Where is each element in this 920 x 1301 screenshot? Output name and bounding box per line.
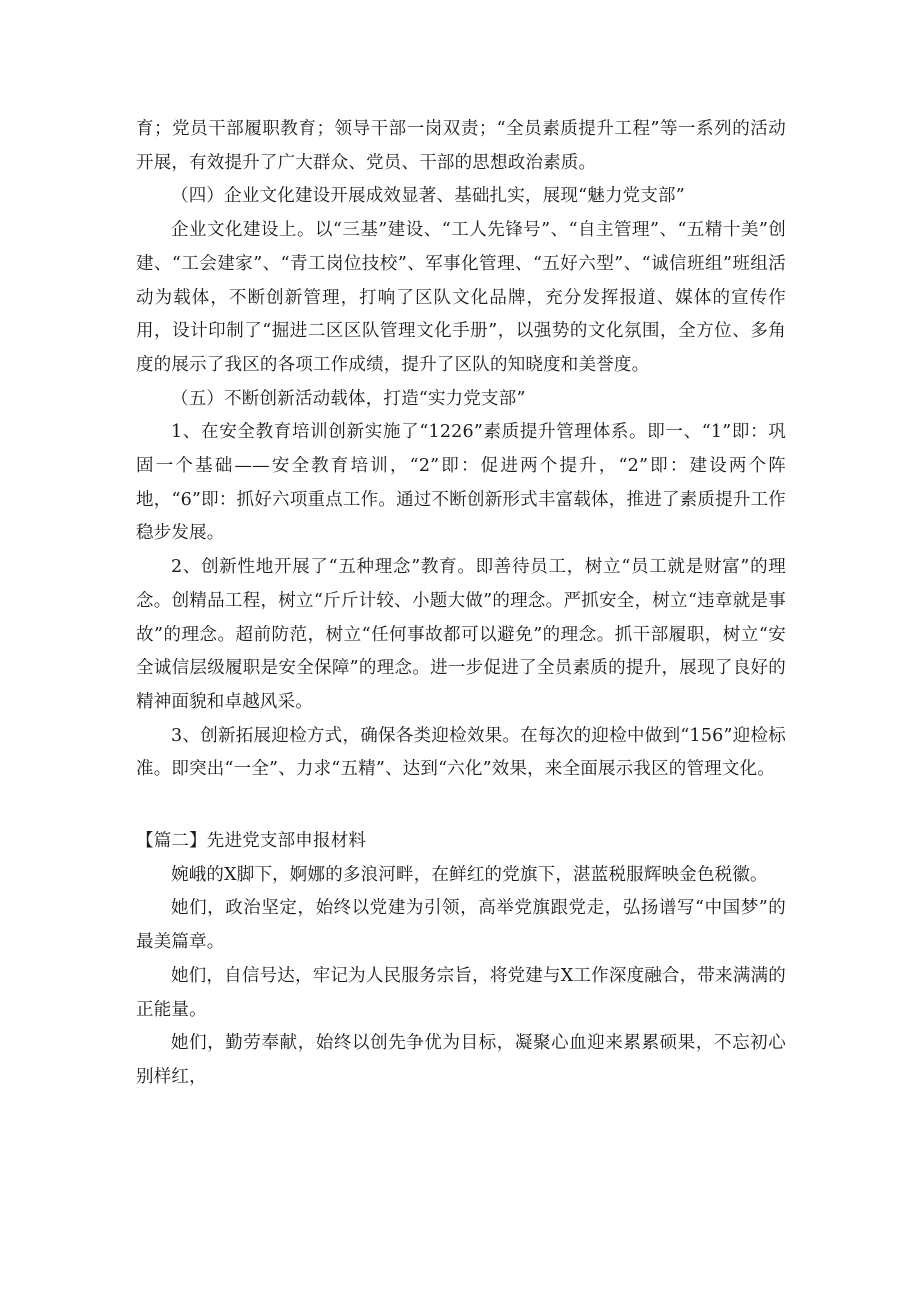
paragraph-item-3: 3、创新拓展迎检方式，确保各类迎检效果。在每次的迎检中做到“156”迎检标准。即突出“一全”、力求“五精”、达到“六化”效果，来全面展示我区的管理文化。 — [136, 725, 786, 780]
paragraph-continuation: 育；党员干部履职教育；领导干部一岗双责；“全员素质提升工程”等一系列的活动开展，有效提升了广大群众、党员、干部的思想政治素质。 — [136, 119, 786, 173]
subsection-heading-4: （四）企业文化建设开展成效显著、基础扎实，展现“魅力党支部” — [171, 186, 685, 207]
section-title: 【篇二】先进党支部申报材料 — [136, 831, 367, 852]
paragraph-item-1: 1、在安全教育培训创新实施了“1226”素质提升管理体系。即一、“1”即：巩固一个基础——安全教育培训，“2”即：促进两个提升，“2”即：建设两个阵地，“6”即：抓好六项重点工作。通过不断创新形式丰富载体，推进了素质提升工作稳步发展。 — [136, 422, 786, 544]
paragraph-culture: 企业文化建设上。以“三基”建设、“工人先锋号”、“自主管理”、“五精十美”创建、“工会建家”、“青工岗位技校”、军事化管理、“五好六型”、“诚信班组”班组活动为载体，不断创新管理，打响了区队文化品牌，充分发挥报道、媒体的宣传作用，设计印制了“掘进二区区队管理文化手册”，以强势的文化氛围，全方位、多角度的展示了我区的各项工作成绩，提升了区队的知晓度和美誉度。 — [136, 220, 786, 375]
subsection-heading-5: （五）不断创新活动载体，打造“实力党支部” — [171, 388, 526, 409]
paragraph-item-2: 2、创新性地开展了“五种理念”教育。即善待员工，树立“员工就是财富”的理念。创精品工程，树立“斤斤计较、小题大做”的理念。严抓安全，树立“违章就是事故”的理念。超前防范，树立“任何事故都可以避免”的理念。抓干部履职，树立“安全诚信层级履职是安全保障”的理念。进一步促进了全员素质的提升，展现了良好的精神面貌和卓越风采。 — [136, 557, 786, 712]
paragraph-confidence: 她们，自信号达，牢记为人民服务宗旨，将党建与X工作深度融合，带来满满的正能量。 — [136, 965, 786, 1020]
section-spacer — [136, 787, 786, 825]
paragraph-intro: 婉峨的X脚下，婀娜的多浪河畔，在鲜红的党旗下，湛蓝税服辉映金色税徽。 — [171, 864, 768, 885]
paragraph-politics: 她们，政治坚定，始终以党建为引领，高举党旗跟党走，弘扬谱写“中国梦”的最美篇章。 — [136, 898, 786, 953]
paragraph-dedication: 她们，勤劳奉献，始终以创先争优为目标，凝聚心血迎来累累硕果，不忘初心别样红， — [136, 1033, 786, 1087]
document-body — [136, 113, 786, 1095]
